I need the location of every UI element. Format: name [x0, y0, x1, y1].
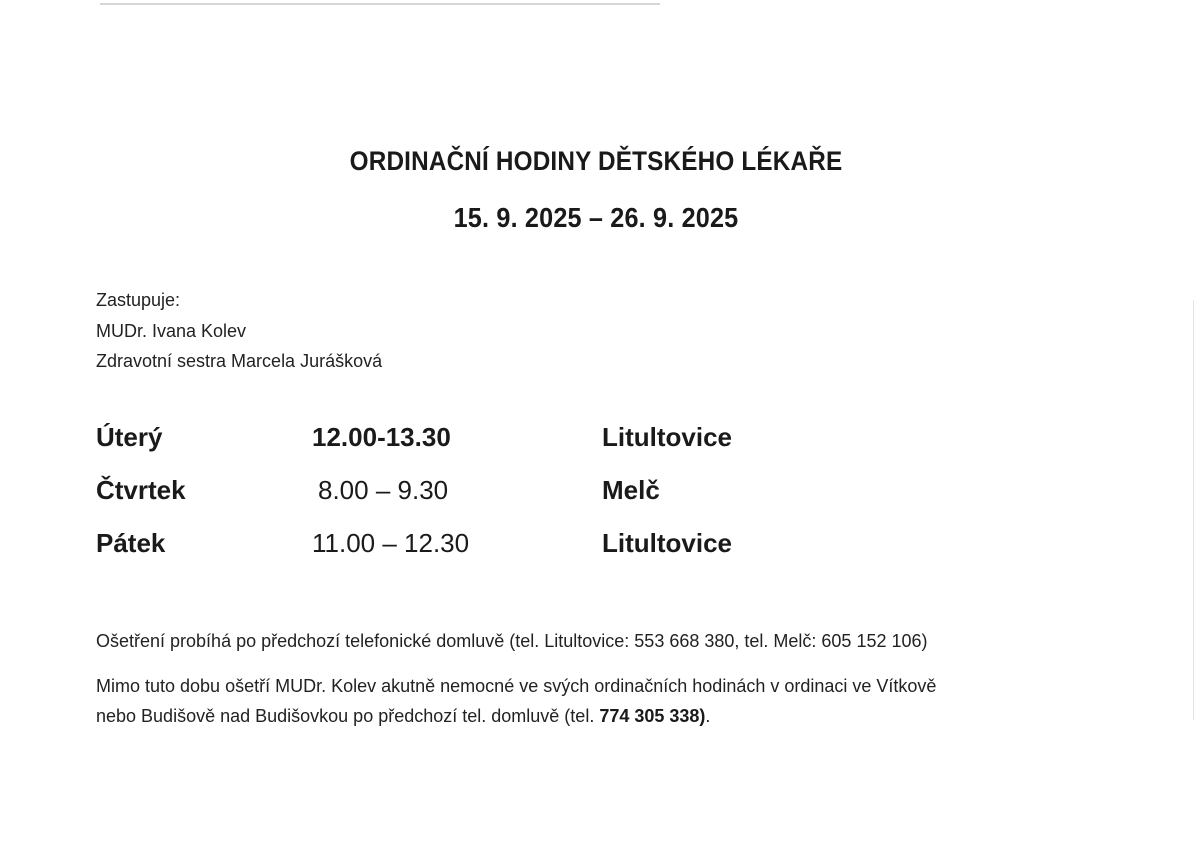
schedule-day: Úterý — [96, 422, 163, 452]
emergency-note-line2 — [96, 706, 710, 726]
page-title: ORDINAČNÍ HODINY DĚTSKÉHO LÉKAŘE — [349, 146, 843, 176]
date-range: 15. 9. 2025 – 26. 9. 2025 — [453, 202, 739, 233]
schedule-place: Melč — [602, 475, 660, 505]
schedule-day: Čtvrtek — [96, 475, 186, 505]
appointment-note: Ošetření probíhá po předchozí telefonické domluvě (tel. Litultovice: 553 668 380, tel. Melč: 605 152 106) — [96, 631, 928, 651]
substitute-doctor: MUDr. Ivana Kolev — [96, 321, 247, 341]
schedule-time: 12.00-13.30 — [312, 422, 451, 452]
emergency-note-end: . — [705, 706, 711, 726]
schedule-row — [0, 475, 1200, 511]
schedule-time: 11.00 – 12.30 — [312, 528, 470, 558]
schedule-place: Litultovice — [602, 528, 733, 558]
schedule-place: Litultovice — [602, 422, 733, 452]
schedule-day: Pátek — [96, 528, 166, 558]
schedule-time: 8.00 – 9.30 — [318, 475, 449, 505]
substitute-heading: Zastupuje: — [96, 290, 181, 310]
schedule-row — [0, 528, 1200, 564]
emergency-note-text: nebo Budišově nad Budišovkou po předchozí tel. domluvě (tel. — [96, 706, 600, 726]
substitute-nurse: Zdravotní sestra Marcela Jurášková — [96, 351, 383, 371]
emergency-phone: 774 305 338) — [599, 706, 706, 726]
top-scan-rule — [100, 3, 660, 5]
emergency-note-line1: Mimo tuto dobu ošetří MUDr. Kolev akutně nemocné ve svých ordinačních hodinách v ordinaci ve Vítkově — [96, 676, 937, 696]
schedule-row — [0, 422, 1200, 458]
